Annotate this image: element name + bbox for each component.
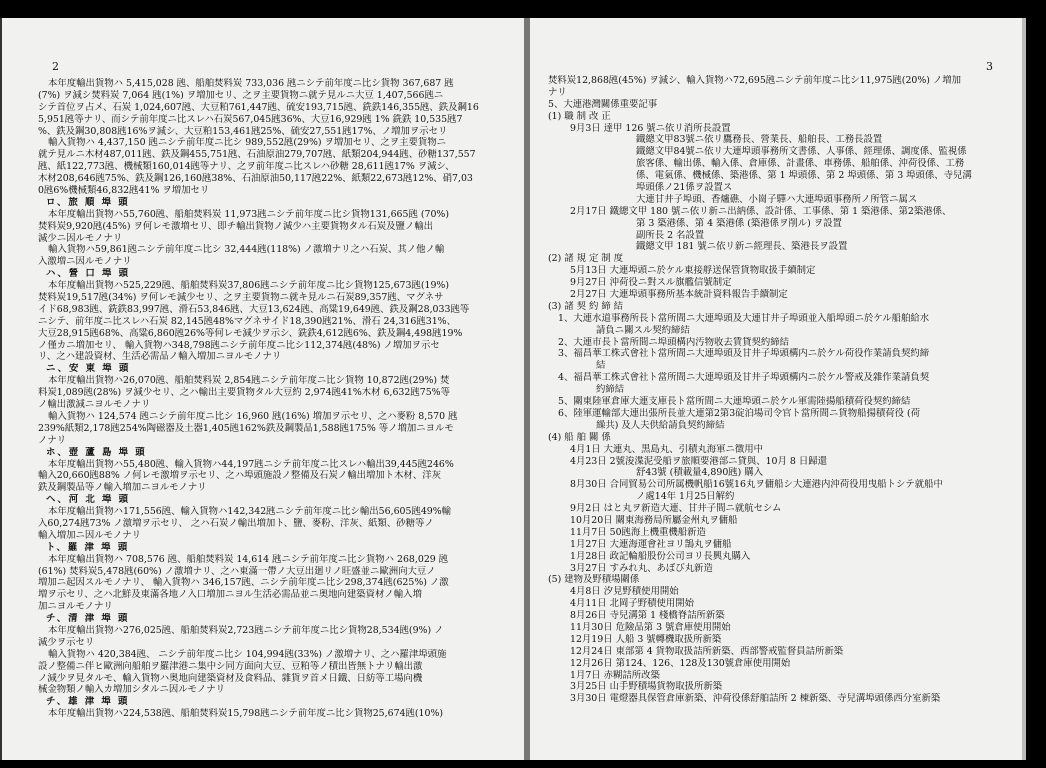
text-line: 8月26日 寺兒溝第 1 棧橋脊詰所新築 xyxy=(570,610,725,622)
text-line: 入激増ニ因ルモノナリ xyxy=(38,256,132,268)
right-page xyxy=(530,18,1022,760)
left-page-text xyxy=(38,78,514,720)
text-line: ノ處14年 1月25日解約 xyxy=(636,491,735,503)
text-line: 1月27日 大連海運會社ヨリ鵠丸ヲ傭船 xyxy=(570,538,732,550)
section-heading: ハ、營 口 埠 頭 xyxy=(46,268,131,280)
text-line: 輸入貨物ハ 420,384瓲、 ニシテ前年度ニ比シ 104,994瓲(33%) ノ激増ナリ、之ハ羅津埠頭施 xyxy=(48,648,447,660)
text-line: 瓲、紙122,773瓲、機械類160,014瓲等ナリ、之ヲ前年度ニ比スレハ砂糖 28,611瓲17% ヲ減シ、 xyxy=(38,161,455,173)
text-line: 0瓲6%機械類46,832瓲41% ヲ増加セリ xyxy=(38,185,210,197)
text-line: 焚料炭9,920瓲(45%) ヲ何レモ激増セリ、即チ輸出貨物ノ減少ハ主要貨物タル石炭及鹽ノ輸出 xyxy=(38,220,434,232)
text-line: 焚料炭12,868瓲(45%) ヲ減シ、輸入貨物ハ72,695瓲ニシテ前年度ニ比シ11,975瓲(20%) ノ増加 xyxy=(548,75,962,86)
text-line: 設ノ整備ニ伴ヒ歐洲向船舶ヲ羅津港ニ集中シ同方面向大豆、豆粕等ノ積出皆無トナリ輸出激 xyxy=(38,660,423,672)
section-heading: チ、雄 津 埠 頭 xyxy=(46,696,130,708)
text-line: 本年度輸出貨物ハ276,025瓲、船舶焚料炭2,723瓲ニシテ前年度ニ比シ貨物28,534瓲(9%) ノ xyxy=(48,624,444,636)
text-line: 5、大連港灣關係重要記事 xyxy=(548,98,658,110)
section-heading: ロ、旅 順 埠 頭 xyxy=(46,196,130,208)
text-line: イド68,983瓲、銑鉄83,997瓲、滑石53,846瓲、大豆13,624瓲、高粱19,649瓲、鉄及鋼28,033瓲等 xyxy=(38,303,470,315)
text-line: 3月30日 電燈器具保管倉庫新築、沖荷役係舒舶詰所 2 棟新築、寺兒溝埠頭係西分室新築 xyxy=(570,693,941,705)
text-line: 輸入増加ニ因ルモノナリ xyxy=(38,529,142,541)
text-line: ナリ xyxy=(548,86,567,98)
text-line: 2月27日 大連埠頭事務所基本統計資料報告手續制定 xyxy=(570,289,788,301)
text-line: 6、陸軍運輸部大連出張所長並大連第2第3碇泊場司令官ト當所間ニ貨物船揚積荷役 (荷 xyxy=(558,407,921,419)
text-line: 入60,274瓲73% ノ激増ヲ示セリ、 之ハ石炭ノ輸出増加ト、鹽、麥粉、洋灰、紙類、砂糖等ノ xyxy=(38,517,434,529)
text-line: 増ヲ示セリ、之ハ北鮮及東滿各地ノ入口増加ニヨル生活必需品並ニ奥地向建築資材ノ輸入増 xyxy=(38,589,422,601)
text-line: 本年度輸出貨物ハ171,556瓲、輸入貨物ハ142,342瓲ニシテ前年度ニ比シ輸出56,605瓲49%輸 xyxy=(48,506,452,518)
text-line: 旅客係、輸出係、輸入係、倉庫係、計畫係、車務係、船舶係、沖荷役係、工務 xyxy=(636,158,965,170)
text-line: リ、之ハ建設資材、生活必需品ノ輸入増加ニヨルモノナリ xyxy=(38,351,282,363)
text-line: 鉄及鋼製品等ノ輸入増加ニヨルモノナリ xyxy=(38,482,207,494)
text-line: 4月11日 北岡子野積使用開始 xyxy=(570,598,695,610)
text-line: ノ僅カニ増加セリ、 輸入貨物ハ348,798瓲ニシテ前年度ニ比シ112,374瓲(48%) ノ増加ヲ示セ xyxy=(38,339,440,351)
text-line: 結 xyxy=(596,360,606,372)
text-line: 239%紙類2,178瓲254%陶磁器及土器1,405瓲162%鉄及鋼製品1,588瓲175% 等ノ増加ニヨルモ xyxy=(38,422,454,434)
text-line: 第 3 築港係、第 4 築港係 (築港係ヲ削ル) ヲ設置 xyxy=(636,217,842,229)
text-line: 12月19日 人船 3 號轉機取扱所新築 xyxy=(570,633,722,645)
text-line: 11月7日 50瓲海上機重機船新造 xyxy=(570,526,706,538)
text-line: 3月27日 すみれ丸、あぼび丸新造 xyxy=(570,562,713,574)
text-line: 12月26日 第124、126、128及130號倉庫使用開始 xyxy=(570,657,791,669)
text-line: 輸入貨物ハ 124,574 瓲ニシテ前年度ニ比シ 16,960 瓲(16%) 増加ヲ示セリ、之ハ麥粉 8,570 瓲 xyxy=(48,410,458,422)
text-line: 8月30日 合同貿易公司所属機帆船16號16丸ヲ傭船シ大連港内沖荷役用曳船トシテ就船中 xyxy=(570,479,943,491)
text-line: シテ首位ヲ占メ、石炭 1,024,607瓲、大豆粕761,447瓲、硫安193,715瓲、銑鉄146,355瓲、鉄及鋼16 xyxy=(38,101,479,113)
text-line: 9月27日 沖荷役ニ對スル旗艦信號制定 xyxy=(570,277,732,289)
text-line: ニシテ、前年度ニ比スレハ石炭 82,145瓲48%マグネサイド18,390瓲21%、滑石 24,316瓲31%、 xyxy=(38,315,456,327)
text-line: 輸入貨物ハ 4,437,150 瓲ニシテ前年度ニ比シ 989,552瓲(29%) ヲ増加セリ、之ヲ主要貨物ニ xyxy=(48,137,446,149)
page-number: 2 xyxy=(52,60,59,73)
text-line: 加ニヨルモノナリ xyxy=(38,601,113,613)
text-line: ノ輸出激減ニヨルモノナリ xyxy=(38,399,151,411)
text-line: 鐵總文甲83號ニ依リ鷹務長、營業長、船舶長、工務長設置 xyxy=(636,134,883,146)
text-line: 本年度輸出貨物ハ224,538瓲、船舶焚料炭15,798瓲ニシテ前年度ニ比シ貨物25,674瓲(10%) xyxy=(48,708,444,720)
text-line: 繰共) 及人夫供給請負契約締結 xyxy=(596,419,725,431)
text-line: 2月17日 鐵總文甲 180 號ニ依リ新ニ出納係、設計係、工事係、第 1 築港係、第2築港係、 xyxy=(570,205,952,217)
text-line: 11月30日 危險品第 3 號倉庫使用開始 xyxy=(570,621,731,633)
text-line: ノ減少ヲ見タルモ、輸入貨物ハ奥地向建築資材及食料品、雜貨ヲ首メ日鐵、日紡等工場向機 xyxy=(38,672,423,684)
text-line: 係、電氣係、機械係、築港係、第 1 埠頭係、第 2 埠頭係、第 3 埠頭係、寺兒溝 xyxy=(636,170,972,182)
text-line: 4月23日 2號浚渫泥受船ヲ旅順要港部ニ貸與、10月 8 日歸還 xyxy=(570,455,827,467)
text-line: 10月20日 關東海務局所屬金州丸ヲ傭船 xyxy=(570,514,738,526)
text-line: 1、大連水道事務所長ト當所間ニ大連埠頭及大連甘井子埠頭並入船埠頭ニ於ケル船舶給水 xyxy=(558,312,930,324)
text-line: 械金物類ノ輸入カ増加シタルニ因ルモノナリ xyxy=(38,684,226,696)
text-line: 鐵總文甲84號ニ依リ大連埠頭事務所文書係、人事係、經理係、調度係、監視係 xyxy=(636,146,967,158)
scan-edge-right xyxy=(1022,18,1026,760)
text-line: 4月1日 大連丸、黒島丸、引積丸海軍ニ徴用中 xyxy=(570,443,764,455)
text-line: 本年度輸出貨物ハ55,480瓲、輸入貨物ハ44,197瓲ニシテ前年度ニ比スレハ輸出39,445瓲246% xyxy=(48,458,454,470)
text-line: 3月25日 山手野積場貨物取扱所新築 xyxy=(570,681,723,693)
right-page-text xyxy=(548,75,1018,705)
text-line: 1月28日 政記輪船股份公司ヨリ長興丸購入 xyxy=(570,550,751,562)
text-line: 約締結 xyxy=(596,384,625,396)
text-line: 本年度輸出貨物ハ 708,576 瓲、船舶焚料炭 14,614 瓲ニシテ前年度ニ比シ貨物ハ 268,029 瓲 xyxy=(48,553,449,565)
text-line: 本年度輸出貨物ハ55,760瓲、船舶焚料炭 11,973瓲ニシテ前年度ニ比シ貨物131,665瓲 (70%) xyxy=(48,208,449,220)
text-line: (5) 建物及野積場關係 xyxy=(548,574,640,586)
section-heading: ヘ、河 北 埠 頭 xyxy=(46,494,131,506)
text-line: (1) 職 制 改 正 xyxy=(548,110,611,122)
text-line: 本年度輸出貨物ハ26,070瓲、船舶焚料炭 2,854瓲ニシテ前年度ニ比シ貨物 10,872瓲(29%) 焚 xyxy=(48,375,450,387)
text-line: 鐵總文甲 181 號ニ依リ新ニ經理長、築港長ヲ設置 xyxy=(636,241,848,253)
text-line: 請負ニ關スル契約締結 xyxy=(596,324,690,336)
text-line: 減少ヲ示セリ xyxy=(38,636,95,648)
text-line: 木材208,646瓲75%、鉄及鋼126,160瓲38%、石油原油50,117瓲22%、紙類22,673瓲12%、硝7,03 xyxy=(38,173,473,185)
text-line: 12月24日 東部第 4 貨物取扱詰所新築、西部警戒監督員詰所新築 xyxy=(570,645,844,657)
left-page xyxy=(2,18,524,760)
text-line: ノナリ xyxy=(38,434,67,446)
section-heading: ニ、安 東 埠 頭 xyxy=(46,363,131,375)
text-line: 埠頭係ノ21係ヲ設置ス xyxy=(636,182,733,194)
text-line: (2) 諸 規 定 制 度 xyxy=(548,253,624,265)
text-line: 料炭1,089瓲(28%) ヲ減少セリ、之ハ輸出主要貨物タル大豆約 2,974瓲41%木材 6,632瓲75%等 xyxy=(38,387,450,399)
text-line: 増加ニ起因スルモノナリ、 輸入貨物ハ 346,157瓲、ニシテ前年度ニ比シ298,374瓲(625%) ノ激 xyxy=(38,577,449,589)
text-line: 5、關東陸軍倉庫大連支庫長ト當所間ニ大連埠頭ニ於ケル軍需陸揚船積荷役契約締結 xyxy=(558,396,911,408)
text-line: 就テ見ルニ木材487,011瓲、鉄及鋼455,751瓲、石油原油279,707瓲、紙類204,944瓲、砂糖137,557 xyxy=(38,149,476,161)
text-line: 舒43號 (積載量4,890瓲) 購入 xyxy=(636,467,764,479)
text-line: 減少ニ因ルモノナリ xyxy=(38,232,123,244)
section-heading: ホ、壺 蘆 島 埠 頭 xyxy=(46,446,147,458)
text-line: 4月8日 汐見野積使用開始 xyxy=(570,586,679,598)
section-heading: ト、羅 津 埠 頭 xyxy=(46,541,130,553)
text-line: 5,951瓲等ナリ、而シテ前年度ニ比スレハ石炭567,045瓲36%、大豆16,929瓲 1% 銑鉄 10,535瓲7 xyxy=(38,113,463,125)
text-line: 9月2日 はと丸ヲ新造大連、甘井子間ニ就航セシム xyxy=(570,503,782,515)
text-line: 輸入貨物ハ59,861瓲ニシテ前年度ニ比シ 32,444瓲(118%) ノ激増ナリ之ハ石炭、其ノ他ノ輸 xyxy=(48,244,445,256)
text-line: (7%) ヲ減シ焚料炭 7,064 瓲(1%) ヲ増加セリ、之ヲ主要貨物ニ就テ見ルニ大豆 1,407,566瓲ニ xyxy=(38,89,444,101)
text-line: 1月7日 赤糊詰所改築 xyxy=(570,669,660,681)
text-line: (61%) 焚料炭5,478瓲(60%) ノ激増ナリ、之ハ東滿一帶ノ大豆出廻リノ旺盛並ニ歐洲向大豆ノ xyxy=(38,565,436,577)
text-line: 本年度輸出貨物ハ525,229瓲、船舶焚料炭37,806瓲ニシテ前年度ニ比シ貨物125,673瓲(19%) xyxy=(48,280,449,292)
section-heading: チ、清 津 埠 頭 xyxy=(46,613,130,625)
text-line: (4) 船 舶 關 係 xyxy=(548,431,611,443)
text-line: 大豆28,915瓲68%、高粱6,860瓲26%等何レモ減少ヲ示シ、銑鉄4,612瓲6%、鉄及鋼4,498瓲19% xyxy=(38,327,463,339)
text-line: 本年度輸出貨物ハ 5,415,028 瓲、船舶焚料炭 733,036 瓲ニシテ前年度ニ比シ貨物 367,687 瓲 xyxy=(48,78,454,89)
text-line: 輸入20,660瓲88% ノ何レモ激増ヲ示セリ、之ハ埠頭施設ノ整備及石炭ノ輸出増加ト木材、洋灰 xyxy=(38,470,442,482)
text-line: 2、大連市長ト當所間ニ埠頭構内汚物收去賃貸契約締結 xyxy=(558,336,789,348)
text-line: (3) 諸 契 約 締 結 xyxy=(548,300,624,312)
text-line: 大連甘井子埠頭、香爐礁、小崗子驛ハ大連埠頭事務所ノ所管ニ属ス xyxy=(636,193,918,205)
page-number: 3 xyxy=(986,60,993,73)
text-line: 5月13日 大連埠頭ニ於ケル東接艀送保管貨物取扱手續制定 xyxy=(570,265,816,277)
text-line: 副所長 2 名設置 xyxy=(636,229,705,241)
text-line: 焚料炭19,517瓲(34%) ヲ何レモ減少セリ、之ヲ主要貨物ニ就キ見ルニ石炭89,357瓲、マグネサ xyxy=(38,292,444,304)
text-line: %、鉄及鋼30,808瓲16%ヲ減シ、大豆粕153,461瓲25%、硫安27,551瓲17%、ノ増加ヲ示セリ xyxy=(38,125,448,137)
text-line: 3、福昌華工株式會社ト當所間ニ大連埠頭及甘井子埠頭構内ニ於ケル荷役作業請負契約締 xyxy=(558,348,930,360)
text-line: 9月3日 達甲 126 號ニ依リ消所長設置 xyxy=(570,122,731,134)
text-line: 4、福昌華工株式會社ト當所間ニ大連埠頭及甘井子埠頭構内ニ於ケル警戒及雜作業請負契 xyxy=(558,372,930,384)
